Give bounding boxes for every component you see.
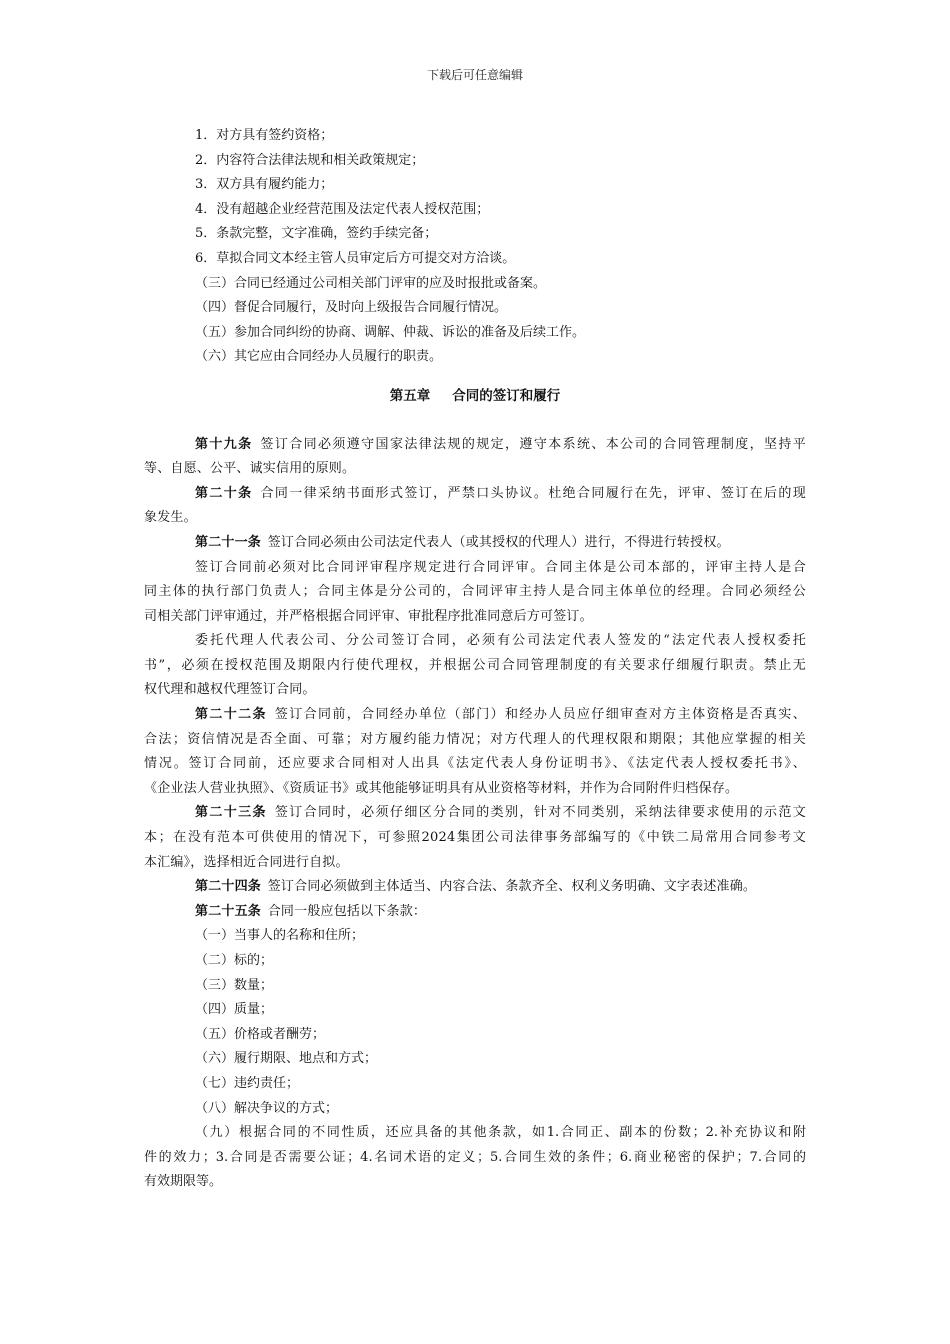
article-line: 情况。签订合同前，还应要求合同相对人出具《法定代表人身份证明书》、《法定代表人授权委托书》、 [144, 756, 806, 772]
article-line: 司相关部门评审通过，并严格根据合同评审、审批程序批准同意后方可签订。 [144, 608, 593, 624]
list-item: （八）解决争议的方式； [195, 1100, 339, 1116]
article-line: 合法；资信情况是否全面、可靠；对方履约能力情况；对方代理人的代理权限和期限；其他应掌握的相关 [144, 731, 806, 747]
list-item: （三）合同已经通过公司相关部门评审的应及时报批或备案。 [195, 275, 547, 291]
article-line: 本汇编》，选择相近合同进行自拟。 [144, 854, 349, 870]
article-line: 等、自愿、公平、诚实信用的原则。 [144, 461, 356, 477]
list-bottom [144, 924, 806, 1121]
list-item: 5．条款完整，文字准确，签约手续完备； [195, 226, 438, 242]
list-item: 6．草拟合同文本经主管人员审定后方可提交对方洽谈。 [195, 250, 516, 266]
article-line: 第二十五条 合同一般应包括以下条款： [195, 903, 427, 919]
article-paragraph [144, 629, 806, 703]
article-label: 第十九条 [195, 436, 253, 452]
article-line: 委托代理人代表公司、分公司签订合同，必须有公司法定代表人签发的“法定代表人授权委托 [195, 633, 806, 649]
article-label: 第二十三条 [195, 805, 267, 821]
list-item-line: （九）根据合同的不同性质，还应具备的其他条款，如1.合同正、副本的份数；2.补充协议和附 [195, 1125, 806, 1141]
article-line: 本；在没有范本可供使用的情况下，可参照2024集团公司法律事务部编写的《中铁二局常用合同参考文 [144, 830, 806, 846]
article-paragraph [144, 531, 806, 556]
article-label: 第二十五条 [195, 903, 262, 919]
article-line: 书”，必须在授权范围及期限内行使代理权，并根据公司合同管理制度的有关要求仔细履行职责。禁止无 [144, 657, 806, 673]
article-paragraph [144, 433, 806, 482]
list-item: （四）督促合同履行，及时向上级报告合同履行情况。 [195, 300, 508, 316]
article-line: 签订合同前必须对比合同评审程序规定进行合同评审。合同主体是公司本部的，评审主持人是合 [195, 559, 806, 575]
article-paragraph [144, 801, 806, 875]
page-header: 下载后可任意编辑 [426, 68, 523, 82]
article-paragraph [144, 875, 806, 900]
article-label: 第二十二条 [195, 707, 267, 723]
article-paragraph [144, 482, 806, 531]
chapter-heading [144, 384, 806, 409]
article-line: 第二十三条 签订合同时，必须仔细区分合同的类别，针对不同类别，采纳法律要求使用的示范文 [195, 805, 806, 821]
list-item: （四）质量； [195, 1002, 274, 1018]
list-top [144, 124, 806, 370]
chapter-number: 第五章 [389, 387, 431, 404]
article-paragraph [144, 900, 806, 925]
list-item: 3．双方具有履约能力； [195, 177, 334, 193]
list-item: 1．对方具有签约资格； [195, 128, 334, 143]
list-item: （五）价格或者酬劳； [195, 1026, 326, 1042]
list-item-line: 件的效力；3.合同是否需要公证；4.名词术语的定义；5.合同生效的条件；6.商业秘密的保护；7.合同的 [144, 1149, 806, 1165]
list-item: （二）标的； [195, 953, 274, 968]
article-label: 第二十条 [195, 485, 253, 501]
list-item: （七）违约责任； [195, 1075, 300, 1091]
articles [144, 433, 806, 925]
article-paragraph [144, 556, 806, 630]
list-item: 4．没有超越企业经营范围及法定代表人授权范围； [195, 201, 490, 217]
list-item: （六）其它应由合同经办人员履行的职责。 [195, 349, 443, 365]
last-item [144, 1121, 806, 1195]
list-item-line: 有效期限等。 [144, 1174, 223, 1190]
article-label: 第二十一条 [195, 534, 262, 550]
article-line: 权代理和越权代理签订合同。 [144, 682, 316, 698]
article-line: 第二十四条 签订合同必须做到主体适当、内容合法、条款齐全、权利义务明确、文字表述准确。 [195, 879, 757, 895]
article-label: 第二十四条 [195, 879, 262, 895]
article-line: 《企业法人营业执照》、《资质证书》或其他能够证明具有从业资格等材料，并作为合同附件归档保存。 [144, 780, 739, 796]
article-paragraph [144, 703, 806, 801]
list-item: （六）履行期限、地点和方式； [195, 1051, 378, 1067]
list-item: （一）当事人的名称和住所； [195, 928, 365, 944]
article-line: 第二十条 合同一律采纳书面形式签订，严禁口头协议。杜绝合同履行在先，评审、签订在后的现 [195, 485, 806, 501]
article-line: 同主体的执行部门负责人；合同主体是分公司的，合同评审主持人是合同主体单位的经理。合同必须经公 [144, 584, 806, 600]
list-item: （五）参加合同纠纷的协商、调解、仲裁、诉讼的准备及后续工作。 [195, 324, 586, 340]
chapter-title: 合同的签订和履行 [452, 387, 561, 404]
article-line: 第二十二条 签订合同前，合同经办单位（部门）和经办人员应仔细审查对方主体资格是否真实、 [195, 707, 806, 723]
document-body [144, 124, 806, 1195]
article-line: 第十九条 签订合同必须遵守国家法律法规的规定，遵守本系统、本公司的合同管理制度，坚持平 [195, 436, 806, 452]
list-item: 2．内容符合法律法规和相关政策规定； [195, 152, 425, 168]
article-line: 象发生。 [144, 510, 197, 526]
article-line: 第二十一条 签订合同必须由公司法定代表人（或其授权的代理人）进行，不得进行转授权。 [195, 534, 730, 550]
list-item: （三）数量； [195, 977, 274, 993]
